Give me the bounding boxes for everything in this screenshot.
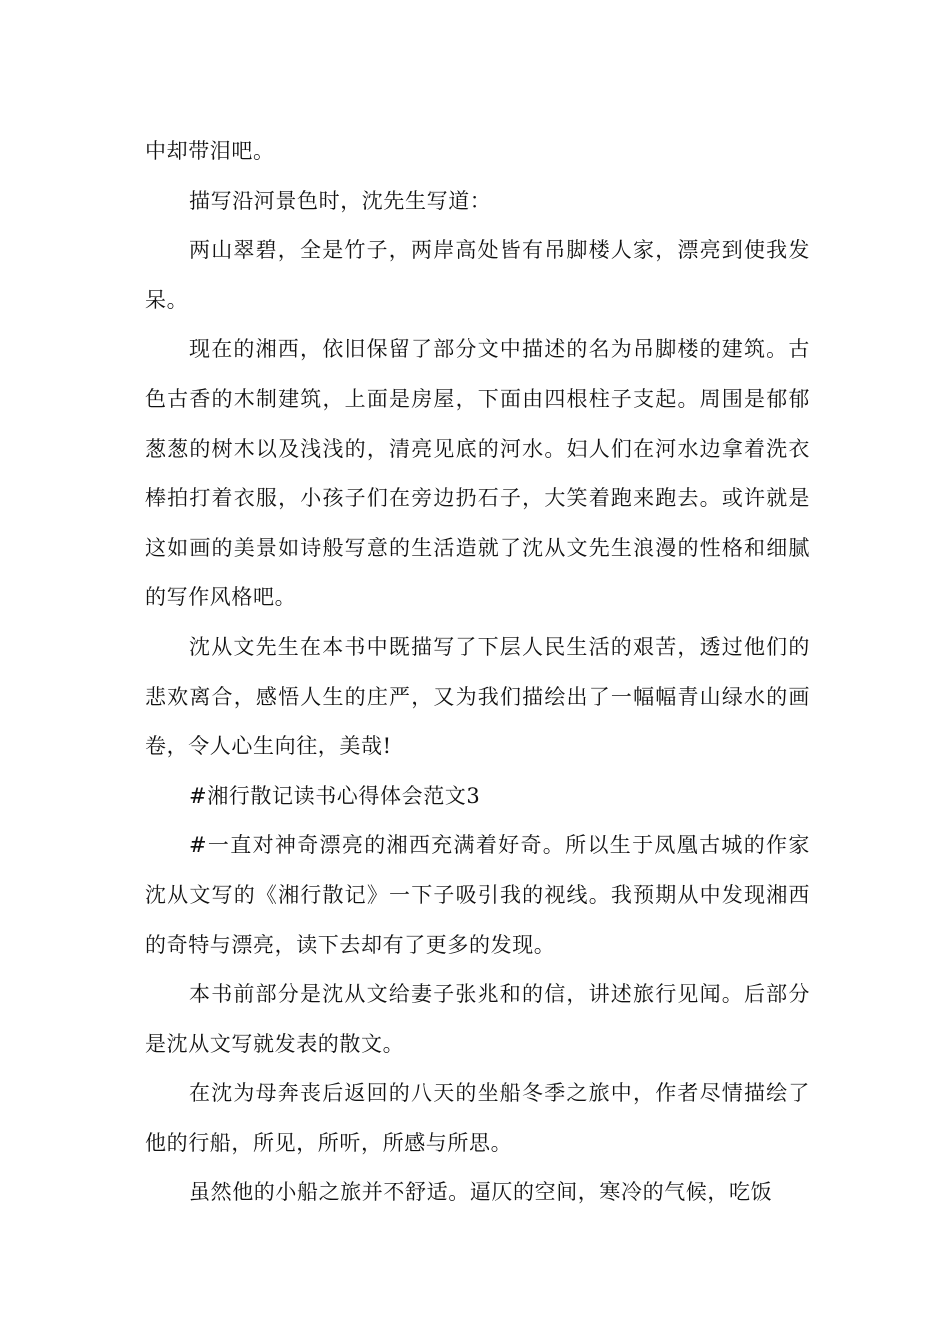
paragraph: 在沈为母奔丧后返回的八天的坐船冬季之旅中，作者尽情描绘了他的行船，所见，所听，所感与所思。: [145, 1081, 810, 1155]
paragraph: 描写沿河景色时，沈先生写道：: [189, 188, 492, 213]
paragraph: #一直对神奇漂亮的湘西充满着好奇。所以生于凤凰古城的作家沈从文写的《湘行散记》一下子吸引我的视线。我预期从中发现湘西的奇特与漂亮，读下去却有了更多的发现。: [145, 833, 810, 957]
paragraph: 沈从文先生在本书中既描写了下层人民生活的艰苦，透过他们的悲欢离合，感悟人生的庄严，又为我们描绘出了一幅幅青山绿水的画卷，令人心生向往，美哉!: [145, 634, 810, 759]
document-body: [145, 127, 810, 1218]
paragraph: 虽然他的小船之旅并不舒适。逼仄的空间，寒冷的气候，吃饭: [189, 1180, 773, 1205]
section-heading: #湘行散记读书心得体会范文3: [189, 783, 481, 808]
paragraph: 现在的湘西，依旧保留了部分文中描述的名为吊脚楼的建筑。古色古香的木制建筑，上面是房屋，下面由四根柱子支起。周围是郁郁葱葱的树木以及浅浅的，清亮见底的河水。妇人们在河水边拿着洗衣棒拍打着衣服，小孩子们在旁边扔石子，大笑着跑来跑去。或许就是这如画的美景如诗般写意的生活造就了沈从文先生浪漫的性格和细腻的写作风格吧。: [145, 337, 810, 610]
paragraph: 本书前部分是沈从文给妻子张兆和的信，讲述旅行见闻。后部分是沈从文写就发表的散文。: [145, 982, 810, 1056]
paragraph: 两山翠碧，全是竹子，两岸高处皆有吊脚楼人家，漂亮到使我发呆。: [145, 238, 810, 312]
paragraph: 中却带泪吧。: [145, 139, 275, 163]
